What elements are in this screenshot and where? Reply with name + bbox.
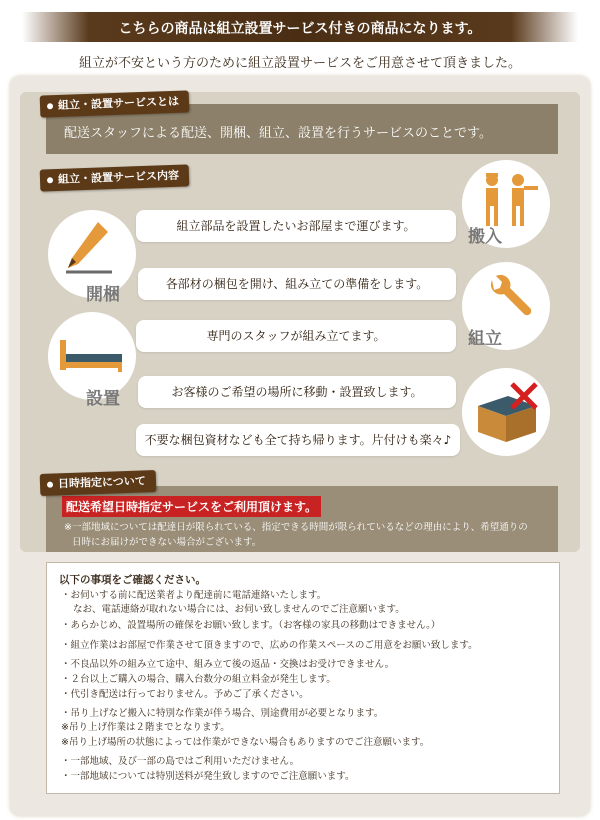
note-line: ※吊り上げ場所の状態によっては作業ができない場合もありますのでご注意願います。 — [61, 737, 430, 748]
service-description: 配送スタッフによる配送、開梱、組立、設置を行うサービスのことです。 — [64, 126, 492, 141]
page-title: こちらの商品は組立設置サービス付きの商品になります。 — [118, 21, 482, 37]
box-removal-icon — [470, 376, 550, 448]
step-carry: 組立部品を設置したいお部屋まで運びます。 — [136, 210, 456, 242]
step-removal: 不要な梱包資材なども全て持ち帰ります。片付けも楽々♪ — [136, 424, 460, 456]
title-banner — [22, 12, 578, 42]
note-line: ※吊り上げ作業は２階までとなります。 — [61, 722, 230, 733]
step-install: お客様のご希望の場所に移動・設置致します。 — [138, 376, 456, 408]
notes-title: 以下の事項をご確認ください。 — [59, 574, 206, 586]
date-service-box — [46, 486, 558, 552]
note-line: ・組立作業はお部屋で作業させて頂きますので、広めの作業スペースのご用意をお願い致します。 — [61, 640, 478, 651]
notes-box — [46, 562, 560, 794]
wrench-icon — [482, 272, 534, 324]
step-unpack: 各部材の梱包を開け、組み立ての準備をします。 — [138, 268, 456, 300]
note-line: ・あらかじめ、設置場所の確保をお願い致します。（お客様の家具の移動はできません。） — [61, 620, 441, 631]
date-note-line: ※一部地域については配達日が限られている、指定できる時間が限られているなどの理由により、希望通りの — [64, 522, 528, 533]
date-highlight: 配送希望日時指定サービスをご利用頂けます。 — [62, 496, 321, 517]
cutter-icon — [60, 218, 116, 274]
note-line: なお、電話連絡が取れない場合には、お伺い致しませんのでご注意願います。 — [73, 604, 405, 615]
carry-label: 搬入 — [468, 227, 502, 247]
date-note-line: 日時にお届けができない場合がございます。 — [72, 537, 262, 548]
date-note — [64, 520, 554, 550]
bed-icon — [56, 334, 128, 378]
date-tag: 日時指定について — [40, 470, 156, 496]
note-line: ・２台以上ご購入の場合、購入台数分の組立料金が発生します。 — [61, 674, 336, 685]
content-tag: 組立・設置サービス内容 — [40, 164, 190, 191]
unpack-label: 開梱 — [86, 285, 120, 305]
install-label: 設置 — [86, 389, 120, 409]
note-line: ・一部地域、及び一部の島ではご利用いただけません。 — [61, 756, 300, 767]
note-line: ・代引き配送は行っておりません。予めご了承ください。 — [61, 689, 309, 700]
step-assemble: 専門のスタッフが組み立てます。 — [136, 320, 456, 352]
note-line: ・お伺いする前に配送業者より配達前に電話連絡いたします。 — [61, 590, 327, 601]
note-line: ・吊り上げなど搬入に特別な作業が伴う場合、別途費用が必要となります。 — [61, 708, 384, 719]
note-line: ・不良品以外の組み立て途中、組み立て後の返品・交換はお受けできません。 — [61, 659, 395, 670]
note-line: ・一部地域については特別送料が発生致しますのでご注意願います。 — [61, 771, 355, 782]
intro-text: 組立が不安という方のために組立設置サービスをご用意させて頂きました。 — [78, 56, 521, 71]
assemble-label: 組立 — [468, 329, 502, 349]
about-tag: 組立・設置サービスとは — [40, 90, 190, 117]
